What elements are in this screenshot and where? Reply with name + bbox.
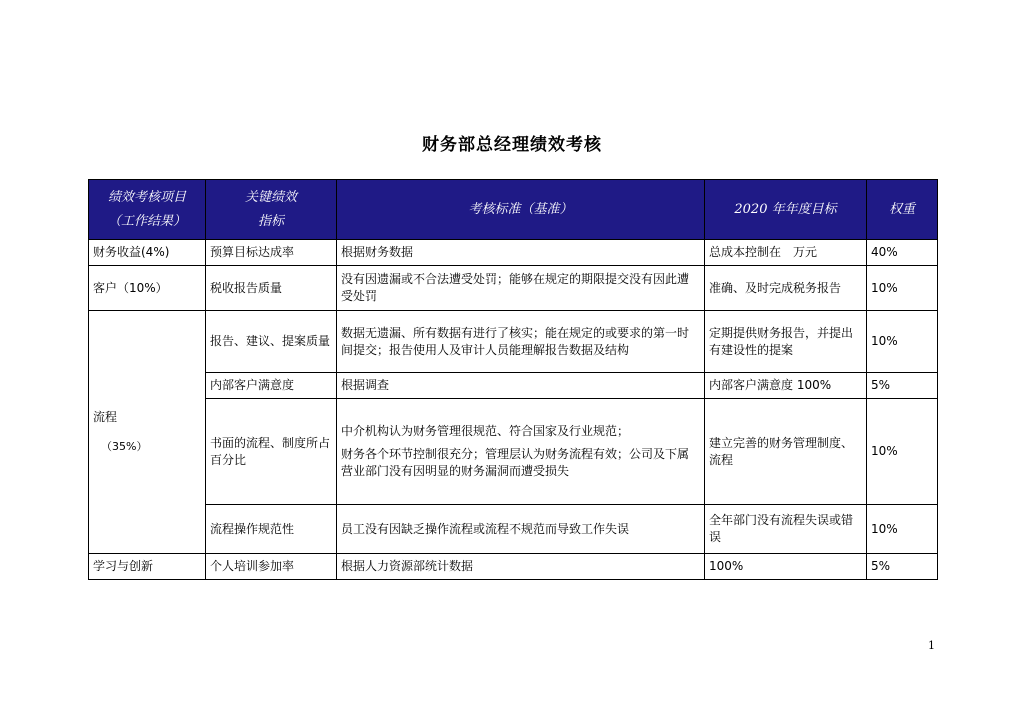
- header-item: [89, 180, 206, 240]
- cell-target: 100%: [705, 554, 867, 580]
- cell-target: 建立完善的财务管理制度、流程: [705, 399, 867, 505]
- cell-standard: 数据无遗漏、所有数据有进行了核实；能在规定的或要求的第一时间提交；报告使用人及审计人员能理解报告数据及结构: [337, 311, 705, 373]
- cell-kpi: 报告、建议、提案质量: [206, 311, 337, 373]
- header-weight: 权重: [867, 180, 938, 240]
- table-row: [89, 505, 938, 554]
- table-row: [89, 266, 938, 311]
- cell-kpi: 税收报告质量: [206, 266, 337, 311]
- header-standard: 考核标准（基准）: [337, 180, 705, 240]
- standard-part-a: 中介机构认为财务管理很规范、符合国家及行业规范；: [341, 424, 630, 438]
- cell-target: 全年部门没有流程失误或错误: [705, 505, 867, 554]
- header-item-line2: （工作结果）: [107, 213, 186, 229]
- cell-weight: 5%: [867, 554, 938, 580]
- header-target: 2020 年年度目标: [705, 180, 867, 240]
- cell-standard: [337, 399, 705, 505]
- cell-target: 内部客户满意度 100%: [705, 373, 867, 399]
- header-item-line1: 绩效考核项目: [107, 189, 186, 205]
- standard-part-b: 财务各个环节控制很充分；管理层认为财务流程有效；公司及下属营业部门没有因明显的财务漏洞而遭受损失: [341, 447, 690, 478]
- cell-weight: 10%: [867, 266, 938, 311]
- cell-kpi: 内部客户满意度: [206, 373, 337, 399]
- header-kpi-line2: 指标: [257, 213, 284, 229]
- table-header-row: [89, 180, 938, 240]
- cell-target: 总成本控制在 万元: [705, 240, 867, 266]
- page-title: 财务部总经理绩效考核: [422, 135, 602, 155]
- cell-kpi: 个人培训参加率: [206, 554, 337, 580]
- kpi-table: [88, 179, 938, 580]
- process-name: 流程: [93, 410, 118, 424]
- cell-weight: 5%: [867, 373, 938, 399]
- cell-standard: 根据调查: [337, 373, 705, 399]
- cell-kpi: 书面的流程、制度所占百分比: [206, 399, 337, 505]
- table-row: [89, 311, 938, 373]
- table-row: [89, 399, 938, 505]
- header-kpi: [206, 180, 337, 240]
- cell-item: 学习与创新: [89, 554, 206, 580]
- cell-standard: 没有因遗漏或不合法遭受处罚；能够在规定的期限提交没有因此遭受处罚: [337, 266, 705, 311]
- header-kpi-line1: 关键绩效: [244, 189, 297, 205]
- cell-weight: 40%: [867, 240, 938, 266]
- cell-item-process: [89, 311, 206, 554]
- table-row: [89, 554, 938, 580]
- cell-standard: 员工没有因缺乏操作流程或流程不规范而导致工作失误: [337, 505, 705, 554]
- cell-target: 定期提供财务报告，并提出有建设性的提案: [705, 311, 867, 373]
- cell-kpi: 预算目标达成率: [206, 240, 337, 266]
- cell-item: 财务收益(4%): [89, 240, 206, 266]
- cell-standard: 根据人力资源部统计数据: [337, 554, 705, 580]
- page-number: 1: [928, 639, 935, 652]
- cell-item: 客户（10%）: [89, 266, 206, 311]
- table-row: [89, 240, 938, 266]
- cell-weight: 10%: [867, 399, 938, 505]
- table-row: [89, 373, 938, 399]
- cell-kpi: 流程操作规范性: [206, 505, 337, 554]
- process-percent: （35%）: [101, 440, 148, 453]
- cell-weight: 10%: [867, 505, 938, 554]
- cell-target: 准确、及时完成税务报告: [705, 266, 867, 311]
- cell-weight: 10%: [867, 311, 938, 373]
- cell-standard: 根据财务数据: [337, 240, 705, 266]
